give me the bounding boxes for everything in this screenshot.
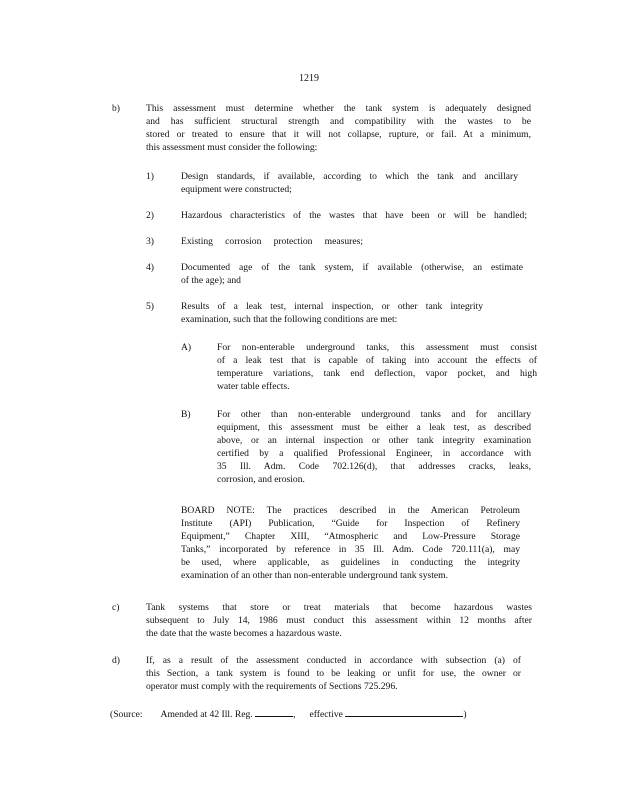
text-line: Equipment,” Chapter XIII, “Atmospheric and Low-Pressure Storage xyxy=(181,531,520,542)
item-2-label: 2) xyxy=(146,210,154,221)
text-line: If, as a result of the assessment conducted in accordance with subsection (a) of xyxy=(146,655,521,666)
text-line: water table effects. xyxy=(217,381,290,392)
register-page-blank xyxy=(255,707,293,717)
subitem-a-text xyxy=(217,341,537,393)
text-line: stored or treated to ensure that it will not collapse, rupture, or fail. At a minimum, xyxy=(146,129,531,140)
text-line: Tanks,” incorporated by reference in 35 Ill. Adm. Code 720.111(a), may xyxy=(181,544,520,555)
text-line: examination of an other than non-enterable underground tank system. xyxy=(181,570,449,581)
page-number: 1219 xyxy=(299,73,319,84)
item-4-label: 4) xyxy=(146,262,154,273)
text-line: Existing corrosion protection measures; xyxy=(181,236,363,247)
text-line: Design standards, if available, according to which the tank and ancillary xyxy=(181,171,518,182)
text-line: Institute (API) Publication, “Guide for Inspection of Refinery xyxy=(181,518,520,529)
section-c-text xyxy=(146,601,532,640)
section-b-label: b) xyxy=(112,103,120,114)
section-b-text xyxy=(146,102,531,154)
text-line: certified by a qualified Professional Engineer, in accordance with xyxy=(217,448,531,459)
item-5-text xyxy=(181,300,483,326)
item-3-label: 3) xyxy=(146,236,154,247)
text-line: BOARD NOTE: The practices described in the American Petroleum xyxy=(181,505,520,516)
source-comma: , xyxy=(293,709,296,720)
text-line: For non-enterable underground tanks, this assessment must consist xyxy=(217,342,537,353)
source-close: ) xyxy=(463,709,467,720)
text-line: For other than non-enterable underground tanks and for ancillary xyxy=(217,409,531,420)
text-line: of a leak test that is capable of taking into account the effects of xyxy=(217,355,537,366)
text-line: equipment were constructed; xyxy=(181,184,292,195)
subitem-b-text xyxy=(217,408,531,486)
section-d-label: d) xyxy=(112,655,120,666)
text-line: this Section, a tank system is found to be leaking or unfit for use, the owner or xyxy=(146,668,521,679)
text-line: operator must comply with the requirements of Sections 725.296. xyxy=(146,681,398,692)
subitem-b-label: B) xyxy=(181,409,191,420)
text-line: this assessment must consider the following: xyxy=(146,142,318,153)
item-1-text xyxy=(181,170,518,196)
item-5-label: 5) xyxy=(146,301,154,312)
effective-date-blank xyxy=(345,707,463,717)
source-effective: effective xyxy=(309,709,343,720)
text-line: and has sufficient structural strength and compatibility with the wastes to be xyxy=(146,116,531,127)
text-line: examination, such that the following conditions are met: xyxy=(181,314,398,325)
text-line: Documented age of the tank system, if available (otherwise, an estimate xyxy=(181,262,523,273)
text-line: Results of a leak test, internal inspection, or other tank integrity xyxy=(181,301,483,312)
text-line: of the age); and xyxy=(181,275,241,286)
item-3-text xyxy=(181,235,363,248)
text-line: 35 Ill. Adm. Code 702.126(d), that addresses cracks, leaks, xyxy=(217,461,531,472)
text-line: This assessment must determine whether the tank system is adequately designed xyxy=(146,103,531,114)
source-amended: Amended at 42 Ill. Reg. xyxy=(160,709,253,720)
item-4-text xyxy=(181,261,523,287)
item-2-text xyxy=(181,209,527,222)
text-line: temperature variations, tank end deflection, vapor pocket, and high xyxy=(217,368,537,379)
source-open: (Source: xyxy=(110,709,143,720)
text-line: Hazardous characteristics of the wastes that have been or will be handled; xyxy=(181,210,527,221)
section-c-label: c) xyxy=(112,602,120,613)
text-line: subsequent to July 14, 1986 must conduct this assessment within 12 months after xyxy=(146,615,532,626)
text-line: be used, where applicable, as guidelines in conducting the integrity xyxy=(181,557,520,568)
text-line: above, or an internal inspection or other tank integrity examination xyxy=(217,435,531,446)
section-d-text xyxy=(146,654,521,693)
subitem-a-label: A) xyxy=(181,342,192,353)
text-line: corrosion, and erosion. xyxy=(217,474,305,485)
text-line: the date that the waste becomes a hazardous waste. xyxy=(146,628,342,639)
source-note xyxy=(110,707,467,721)
text-line: Tank systems that store or treat materials that become hazardous wastes xyxy=(146,602,532,613)
text-line: equipment, this assessment must be either a leak test, as described xyxy=(217,422,531,433)
item-1-label: 1) xyxy=(146,171,154,182)
board-note xyxy=(181,504,520,582)
